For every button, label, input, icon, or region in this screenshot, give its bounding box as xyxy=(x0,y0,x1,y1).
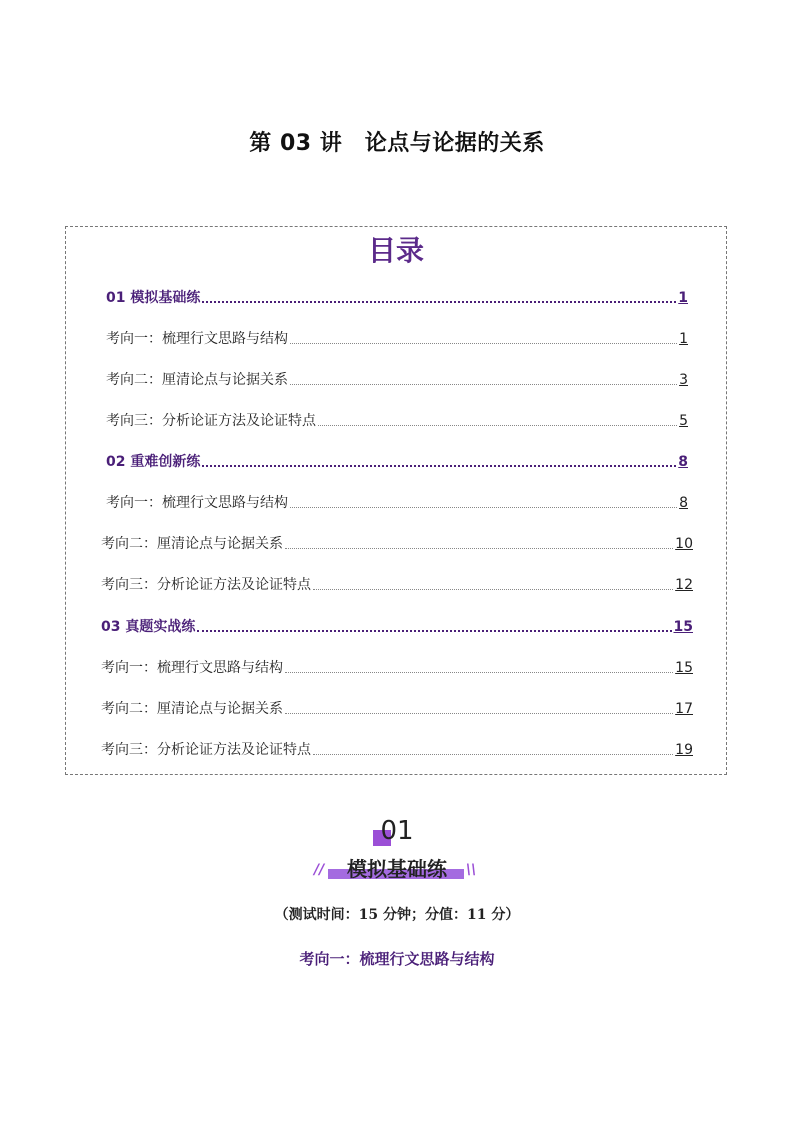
toc-page-link[interactable]: 17 xyxy=(675,701,693,717)
toc-label: 考向二：厘清论点与论据关系 xyxy=(101,701,283,717)
toc-item-row[interactable] xyxy=(101,576,693,594)
toc-item-row[interactable] xyxy=(106,494,688,512)
toc-section-row[interactable] xyxy=(101,618,693,636)
toc-label: 01 模拟基础练 xyxy=(106,290,201,306)
toc-label: 考向二：厘清论点与论据关系 xyxy=(106,372,288,388)
toc-page-link[interactable]: 8 xyxy=(679,495,688,511)
toc-item-row[interactable] xyxy=(101,700,693,718)
toc-label: 考向一：梳理行文思路与结构 xyxy=(106,331,288,347)
toc-label: 考向三：分析论证方法及论证特点 xyxy=(101,742,311,758)
toc-page-link[interactable]: 3 xyxy=(679,372,688,388)
toc-leader xyxy=(197,629,671,632)
toc-heading: 目录 xyxy=(367,234,424,267)
toc-item-row[interactable] xyxy=(106,371,688,389)
page-title: 第 03 讲 论点与论据的关系 xyxy=(249,131,545,156)
toc-page-link[interactable]: 12 xyxy=(675,577,693,593)
toc-item-row[interactable] xyxy=(106,330,688,348)
toc-page-link[interactable]: 15 xyxy=(673,619,693,635)
toc-leader xyxy=(313,753,673,755)
toc-page-link[interactable]: 19 xyxy=(675,742,693,758)
toc-label: 考向三：分析论证方法及论证特点 xyxy=(101,577,311,593)
sub-heading: 考向一：梳理行文思路与结构 xyxy=(299,950,495,968)
toc-label: 03 真题实战练 xyxy=(101,619,196,635)
toc-page-link[interactable]: 15 xyxy=(675,660,693,676)
toc-page-link[interactable]: 1 xyxy=(679,331,688,347)
toc-label: 考向一：梳理行文思路与结构 xyxy=(101,660,283,676)
toc-section-row[interactable] xyxy=(106,453,688,471)
section-banner xyxy=(0,853,794,883)
toc-leader xyxy=(290,342,677,344)
toc-page-link[interactable]: 8 xyxy=(678,454,688,470)
left-slash-decoration: // xyxy=(314,862,325,878)
toc-section-row[interactable] xyxy=(106,289,688,307)
toc-item-row[interactable] xyxy=(101,741,693,759)
right-slash-decoration: \\ xyxy=(466,862,477,878)
toc-label: 考向一：梳理行文思路与结构 xyxy=(106,495,288,511)
section-title: 模拟基础练 xyxy=(347,857,447,881)
section-number xyxy=(0,816,794,846)
section-number-text: 01 xyxy=(380,816,414,846)
toc-page-link[interactable]: 10 xyxy=(675,536,693,552)
toc-page-link[interactable]: 1 xyxy=(678,290,688,306)
toc-leader xyxy=(318,424,677,426)
section-meta: （测试时间：15 分钟；分值：11 分） xyxy=(274,907,520,923)
toc-label: 02 重难创新练 xyxy=(106,454,201,470)
toc-item-row[interactable] xyxy=(101,659,693,677)
table-of-contents xyxy=(65,226,727,775)
toc-leader xyxy=(285,712,673,714)
toc-item-row[interactable] xyxy=(101,535,693,553)
toc-label: 考向二：厘清论点与论据关系 xyxy=(101,536,283,552)
toc-item-row[interactable] xyxy=(106,412,688,430)
toc-leader xyxy=(313,588,673,590)
toc-label: 考向三：分析论证方法及论证特点 xyxy=(106,413,316,429)
toc-leader xyxy=(202,300,676,303)
toc-leader xyxy=(285,671,673,673)
toc-leader xyxy=(290,506,677,508)
toc-page-link[interactable]: 5 xyxy=(679,413,688,429)
toc-leader xyxy=(290,383,677,385)
toc-leader xyxy=(285,547,673,549)
toc-leader xyxy=(202,464,676,467)
